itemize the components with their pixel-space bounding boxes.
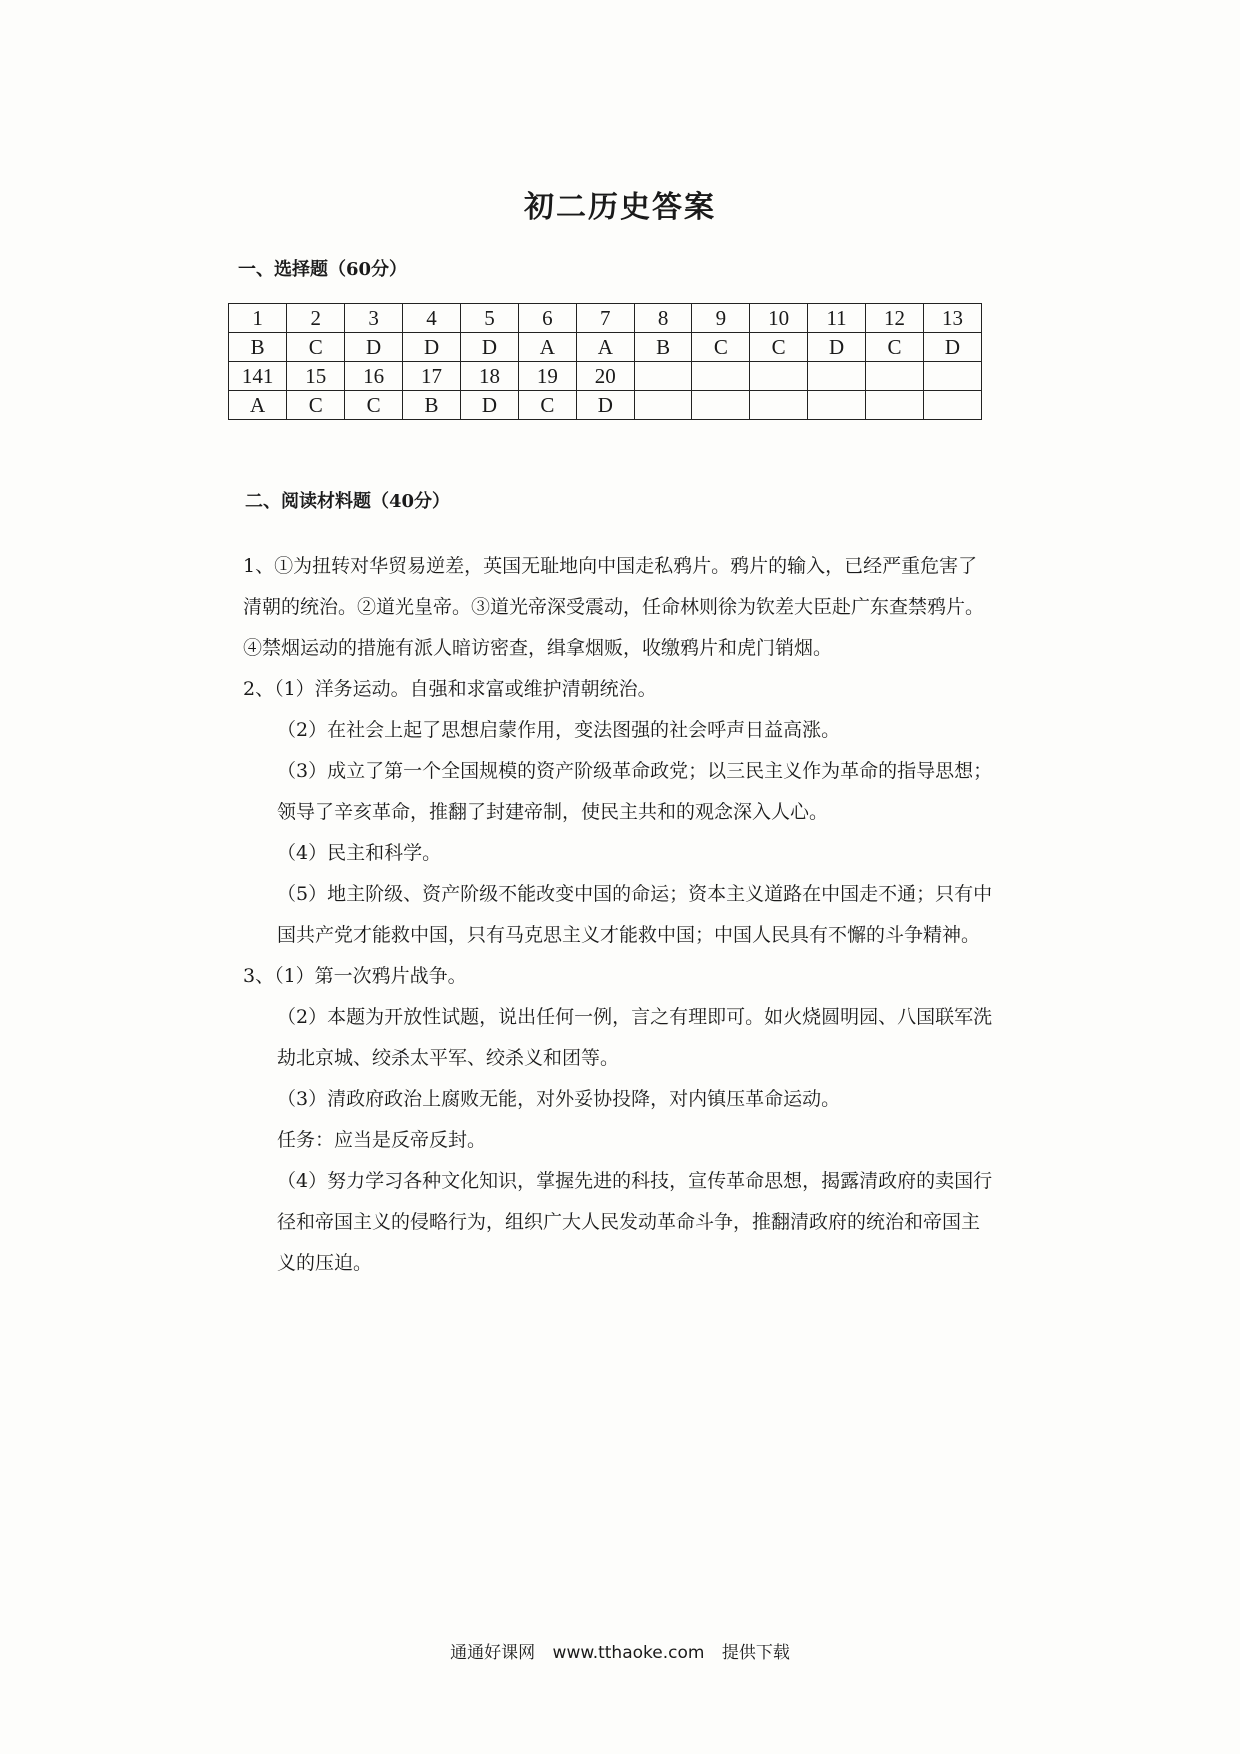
table-cell: C	[287, 333, 345, 362]
table-cell: A	[576, 333, 634, 362]
table-cell: D	[461, 391, 519, 420]
table-cell: 141	[229, 362, 287, 391]
table-row	[229, 304, 982, 333]
table-cell	[808, 391, 866, 420]
answer-paragraph: （3）清政府政治上腐败无能，对外妥协投降，对内镇压革命运动。	[277, 1088, 841, 1110]
answer-paragraph: 1、①为扭转对华贸易逆差，英国无耻地向中国走私鸦片。鸦片的输入，已经严重危害了清朝的统治。②道光皇帝。③道光帝深受震动，任命林则徐为钦差大臣赴广东查禁鸦片。④禁烟运动的措施有派人暗访密查，缉拿烟贩，收缴鸦片和虎门销烟。	[243, 555, 985, 659]
answer-paragraph: 2、（1）洋务运动。自强和求富或维护清朝统治。	[243, 678, 657, 700]
table-cell: 13	[923, 304, 981, 333]
answer-paragraph: （2）本题为开放性试题，说出任何一例，言之有理即可。如火烧圆明园、八国联军洗劫北京城、绞杀太平军、绞杀义和团等。	[277, 1006, 993, 1069]
answer-paragraph: （4）民主和科学。	[277, 842, 442, 864]
table-cell: 8	[634, 304, 692, 333]
footer	[0, 1638, 1240, 1663]
table-cell: D	[461, 333, 519, 362]
table-cell	[866, 362, 924, 391]
table-cell: 12	[866, 304, 924, 333]
table-cell	[750, 362, 808, 391]
answer-paragraph: （3）成立了第一个全国规模的资产阶级革命政党；以三民主义作为革命的指导思想；领导了辛亥革命，推翻了封建帝制，使民主共和的观念深入人心。	[277, 760, 993, 823]
table-cell: B	[403, 391, 461, 420]
table-cell: C	[750, 333, 808, 362]
footer-note: 提供下载	[721, 1643, 790, 1663]
table-cell: A	[518, 333, 576, 362]
table-cell: 6	[518, 304, 576, 333]
table-cell	[866, 391, 924, 420]
table-row	[229, 391, 982, 420]
table-cell: 1	[229, 304, 287, 333]
table-cell	[634, 391, 692, 420]
table-cell: 4	[403, 304, 461, 333]
table-cell: 10	[750, 304, 808, 333]
table-cell: 11	[808, 304, 866, 333]
table-cell: 18	[461, 362, 519, 391]
section-2-heading: 二、阅读材料题（40分）	[245, 491, 451, 512]
page-title: 初二历史答案	[524, 190, 716, 225]
table-cell: D	[808, 333, 866, 362]
table-cell	[923, 391, 981, 420]
table-cell: 9	[692, 304, 750, 333]
table-row	[229, 333, 982, 362]
answer-paragraph: （5）地主阶级、资产阶级不能改变中国的命运；资本主义道路在中国走不通；只有中国共产党才能救中国，只有马克思主义才能救中国；中国人民具有不懈的斗争精神。	[277, 883, 993, 946]
table-cell	[750, 391, 808, 420]
table-cell: 15	[287, 362, 345, 391]
table-cell: C	[518, 391, 576, 420]
table-cell: B	[229, 333, 287, 362]
table-cell: 20	[576, 362, 634, 391]
table-cell: C	[692, 333, 750, 362]
table-cell: 7	[576, 304, 634, 333]
table-cell: D	[345, 333, 403, 362]
table-cell: C	[287, 391, 345, 420]
table-cell	[634, 362, 692, 391]
section-1-heading: 一、选择题（60分）	[238, 259, 408, 280]
table-cell: 2	[287, 304, 345, 333]
table-cell: 17	[403, 362, 461, 391]
table-cell: 16	[345, 362, 403, 391]
table-cell	[692, 391, 750, 420]
table-cell	[692, 362, 750, 391]
table-cell: 3	[345, 304, 403, 333]
answer-table	[228, 303, 982, 420]
table-cell: 5	[461, 304, 519, 333]
footer-url[interactable]: www.tthaoke.com	[552, 1643, 705, 1663]
answer-paragraph: （2）在社会上起了思想启蒙作用，变法图强的社会呼声日益高涨。	[277, 719, 841, 741]
answer-paragraph: 任务：应当是反帝反封。	[277, 1129, 487, 1151]
table-cell: D	[403, 333, 461, 362]
answer-paragraph: （4）努力学习各种文化知识，掌握先进的科技，宣传革命思想，揭露清政府的卖国行径和帝国主义的侵略行为，组织广大人民发动革命斗争，推翻清政府的统治和帝国主义的压迫。	[277, 1170, 993, 1274]
table-cell: D	[923, 333, 981, 362]
table-cell	[923, 362, 981, 391]
table-row	[229, 362, 982, 391]
footer-site-name: 通通好课网	[450, 1643, 536, 1663]
answer-paragraph: 3、（1）第一次鸦片战争。	[243, 965, 467, 987]
table-cell: B	[634, 333, 692, 362]
reading-answers	[243, 546, 993, 1284]
table-cell: C	[345, 391, 403, 420]
table-cell: D	[576, 391, 634, 420]
table-cell: A	[229, 391, 287, 420]
table-cell: C	[866, 333, 924, 362]
table-cell: 19	[518, 362, 576, 391]
table-cell	[808, 362, 866, 391]
